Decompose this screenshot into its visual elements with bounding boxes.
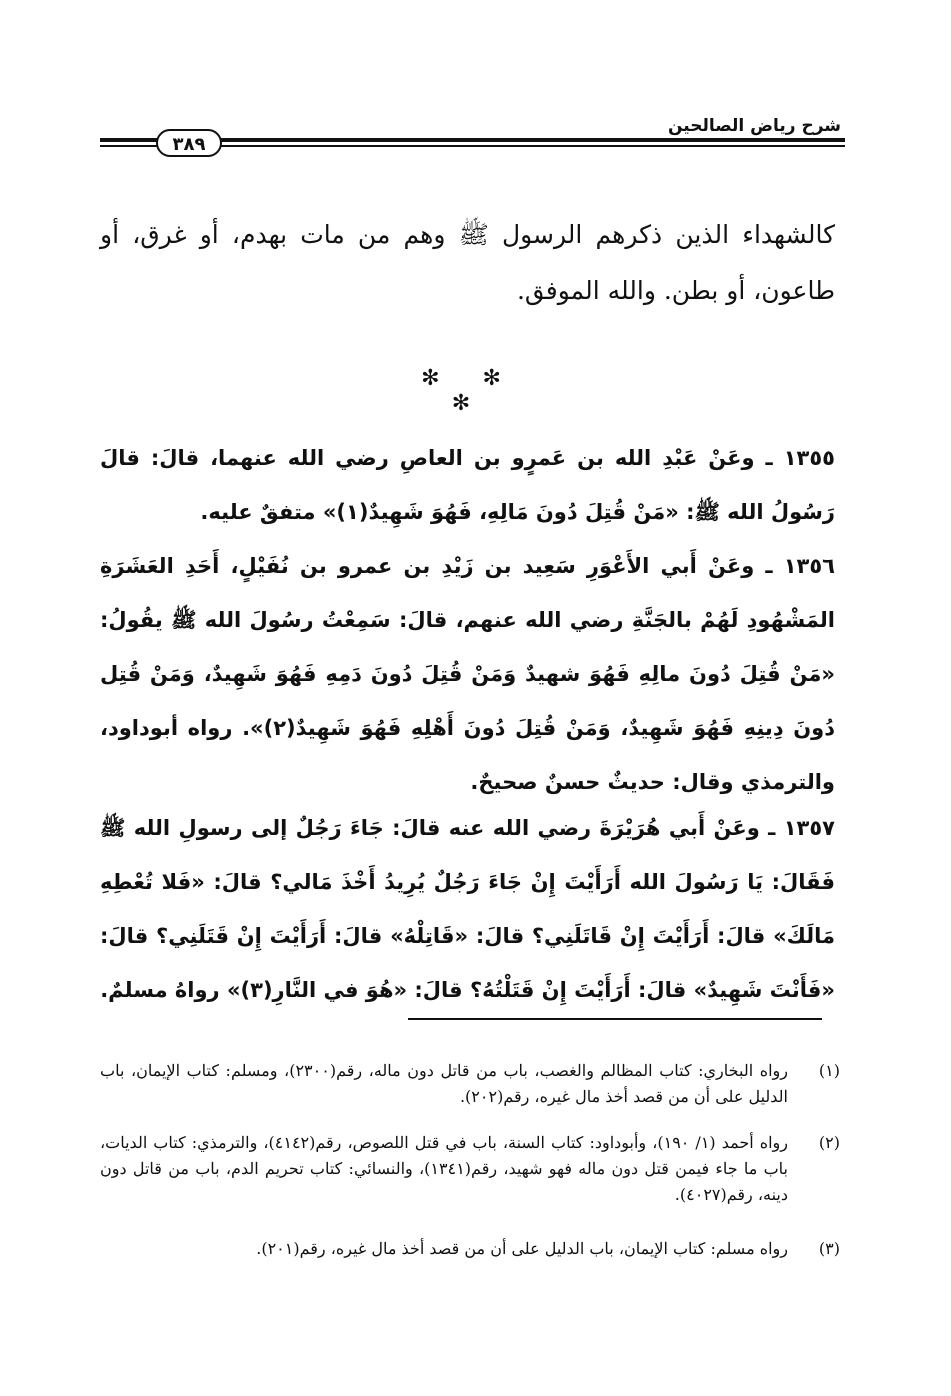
footnote-number: (٣) xyxy=(818,1239,840,1258)
footnote-text: رواه البخاري: كتاب المظالم والغصب، باب من قاتل دون ماله، رقم(٢٣٠٠)، ومسلم: كتاب الإيمان، باب الدليل على أن من قصد أخذ مال غيره، رقم(٢٠٢). xyxy=(100,1061,788,1106)
footnote-1 xyxy=(100,1058,840,1110)
footnote-divider xyxy=(408,1018,822,1020)
page-number: ٣٨٩ xyxy=(156,129,222,157)
hadith-1356: ١٣٥٦ ـ وعَنْ أَبي الأَعْوَرِ سَعِيد بن زَيْدِ بن عمرو بن نُفَيْلٍ، أَحَدِ العَشَرَةِ المَشْهُودِ لَهُمْ بالجَنَّةِ رضي الله عنهم، قالَ: سَمِعْتُ رسُولَ الله ﷺ يقُولُ: «مَنْ قُتِلَ دُونَ مالِهِ فَهُوَ شهيدٌ وَمَنْ قُتِلَ دُونَ دَمِهِ فَهُوَ شَهِيدٌ، وَمَنْ قُتِل دُونَ دِينِهِ فَهُوَ شَهِيدٌ، وَمَنْ قُتِلَ دُونَ أَهْلِهِ فَهُوَ شَهِيدٌ(٢)». رواه أبوداود، والترمذي وقال: حديثٌ حسنٌ صحيحٌ. xyxy=(100,554,835,794)
intro-paragraph: كالشهداء الذين ذكرهم الرسول ﷺ وهم من مات بهدم، أو غرق، أو طاعون، أو بطن. والله الموفق. xyxy=(100,220,835,305)
hadith-1355: ١٣٥٥ ـ وعَنْ عَبْدِ الله بن عَمرٍو بن العاصِ رضي الله عنهما، قالَ: قالَ رَسُولُ الله ﷺ: «مَنْ قُتِلَ دُونَ مَالِهِ، فَهُوَ شَهِيدٌ(١)» متفقٌ عليه. xyxy=(100,446,835,524)
footnote-number: (٢) xyxy=(818,1133,840,1152)
footnote-text: رواه مسلم: كتاب الإيمان، باب الدليل على أن من قصد أخذ مال غيره، رقم(٢٠١). xyxy=(256,1239,788,1258)
footnote-3 xyxy=(100,1236,840,1262)
hadith-1357: ١٣٥٧ ـ وعَنْ أَبي هُرَيْرَةَ رضي الله عنه قالَ: جَاءَ رَجُلٌ إلى رسولِ الله ﷺ فَقَالَ: يَا رَسُولَ الله أَرَأَيْتَ إِنْ جَاءَ رَجُلٌ يُرِيدُ أَخْذَ مَالي؟ قالَ: «فَلا تُعْطِهِ مَالَكَ» قالَ: أَرَأَيْتَ إِنْ قَاتَلَنِي؟ قالَ: «قَاتِلْهُ» قالَ: أَرَأَيْتَ إِنْ قَتَلَنِي؟ قالَ: «فَأَنْتَ شَهِيدٌ» قالَ: أَرَأَيْتَ إِنْ قَتَلْتُهُ؟ قالَ: «هُوَ في النَّارِ(٣)» رواهُ مسلمٌ. xyxy=(100,816,835,1002)
footnote-2 xyxy=(100,1130,840,1208)
footnote-number: (١) xyxy=(818,1061,840,1080)
footnote-text: رواه أحمد (١/ ١٩٠)، وأبوداود: كتاب السنة، باب في قتل اللصوص، رقم(٤١٤٢)، والترمذي: كتاب الديات، باب ما جاء فيمن قتل دون ماله فهو شهيد، رقم(١٣٤١)، والنسائي: كتاب تحريم الدم، باب من قاتل دون دينه، رقم(٤٠٢٧). xyxy=(100,1133,789,1204)
section-separator: ✻ ✻ ✻ xyxy=(421,366,519,416)
running-header-title: شرح رياض الصالحين xyxy=(667,116,841,136)
